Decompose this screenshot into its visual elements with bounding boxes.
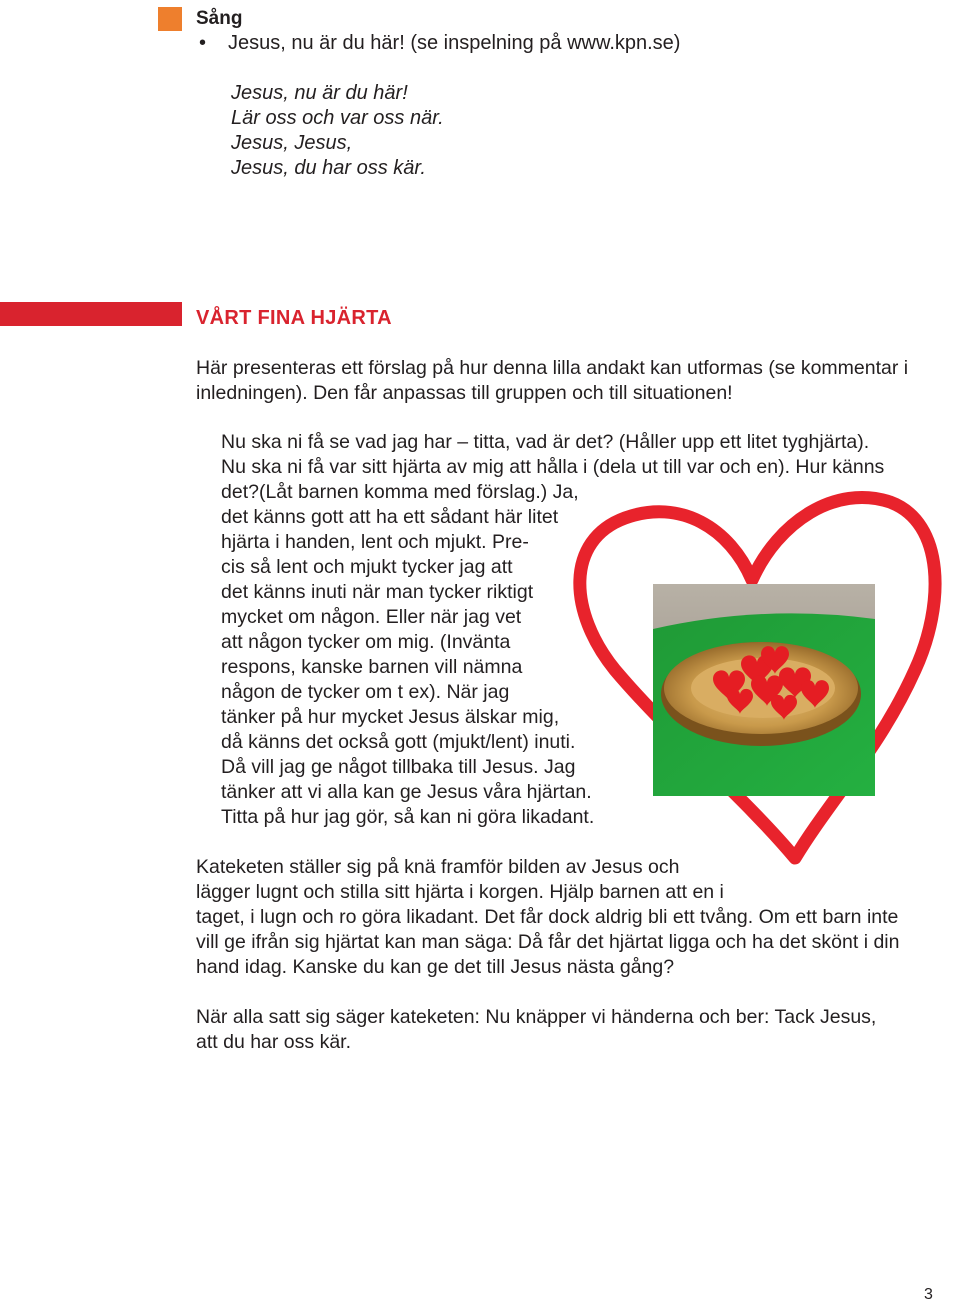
script-line: cis så lent och mjukt tycker jag att (221, 556, 513, 578)
script-line: Nu ska ni få var sitt hjärta av mig att hålla i (dela ut till var och en). Hur känns (221, 456, 885, 478)
script-line: det känns inuti när man tycker riktigt (221, 581, 534, 603)
closing-line: att du har oss kär. (196, 1031, 352, 1053)
script-line: att någon tycker om mig. (Invänta (221, 631, 511, 653)
script-line: respons, kanske barnen vill nämna (221, 656, 523, 678)
script-line: tänker på hur mycket Jesus älskar mig, (221, 706, 560, 728)
script-line: det?(Låt barnen komma med förslag.) Ja, (221, 481, 579, 503)
body-line: hand idag. Kanske du kan ge det till Jesus nästa gång? (196, 956, 675, 978)
closing-line: När alla satt sig säger kateketen: Nu knäpper vi händerna och ber: Tack Jesus, (196, 1006, 877, 1028)
script-line: det känns gott att ha ett sådant här litet (221, 506, 559, 528)
section-heading: VÅRT FINA HJÄRTA (196, 307, 392, 329)
red-accent-bar (0, 302, 182, 326)
script-line: Då vill jag ge något tillbaka till Jesus. Jag (221, 756, 576, 778)
script-line: Titta på hur jag gör, så kan ni göra likadant. (221, 806, 595, 828)
verse-line: Jesus, nu är du här! (231, 82, 408, 104)
bowl-of-hearts-photo (653, 584, 875, 796)
script-line: Nu ska ni få se vad jag har – titta, vad är det? (Håller upp ett litet tyghjärta). (221, 431, 870, 453)
body-line: vill ge ifrån sig hjärtat kan man säga: Då får det hjärtat ligga och ha det skönt i din (196, 931, 900, 953)
script-line: hjärta i handen, lent och mjukt. Pre- (221, 531, 529, 553)
verse-line: Jesus, du har oss kär. (231, 157, 426, 179)
verse-line: Jesus, Jesus, (231, 132, 353, 154)
body-line: Kateketen ställer sig på knä framför bilden av Jesus och (196, 856, 680, 878)
orange-square-icon (158, 7, 182, 31)
verse-line: Lär oss och var oss när. (231, 107, 444, 129)
script-line: då känns det också gott (mjukt/lent) inuti. (221, 731, 576, 753)
script-line: tänker att vi alla kan ge Jesus våra hjärtan. (221, 781, 592, 803)
bullet-icon: • (199, 32, 207, 54)
body-line: taget, i lugn och ro göra likadant. Det får dock aldrig bli ett tvång. Om ett barn inte (196, 906, 899, 928)
script-line: mycket om någon. Eller när jag vet (221, 606, 522, 628)
song-heading: Sång (196, 8, 243, 29)
script-line: någon de tycker om t ex). När jag (221, 681, 510, 703)
page-number: 3 (924, 1286, 933, 1303)
body-line: lägger lugnt och stilla sitt hjärta i korgen. Hjälp barnen att en i (196, 881, 724, 903)
intro-paragraph: Här presenteras ett förslag på hur denna lilla andakt kan utformas (se kommentar i inledningen). Den får anpassas till gruppen och till situationen! (196, 357, 909, 404)
song-bullet-text: Jesus, nu är du här! (se inspelning på www.kpn.se) (228, 32, 681, 54)
